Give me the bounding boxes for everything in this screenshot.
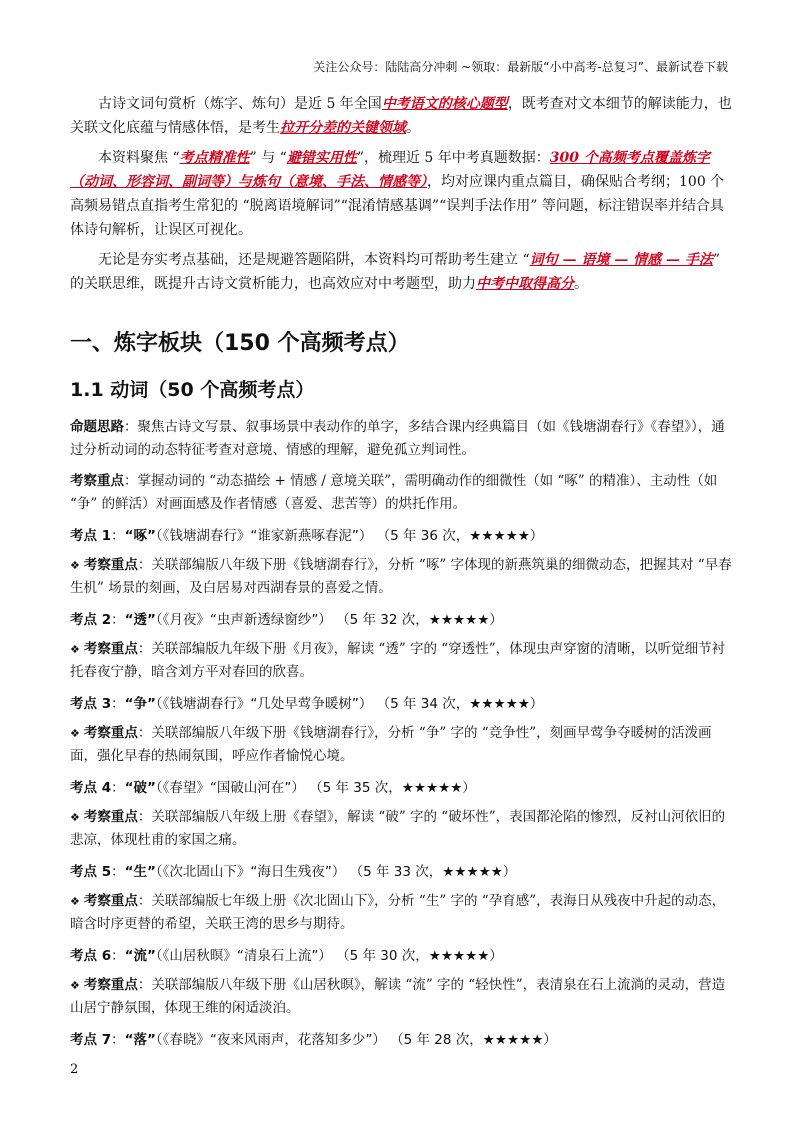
intro-text: ，既考查对文本细节的解读能力，也关联文化底蕴与情感体悟，是考生	[70, 96, 732, 136]
point-label: 考点 3	[70, 696, 112, 712]
point-detail-text: ：关联部编版七年级上册《次北固山下》，分析 “生” 字的 “孕育感”，表海日从残夜中升起的动态，暗含时序更替的希望，关联王湾的思乡与期待。	[70, 893, 726, 932]
diamond-bullet-icon: ❖	[70, 895, 80, 908]
point-stats: （5 年 35 次，★★★★★）	[309, 780, 476, 796]
intro-text: ” 的关联思维，既提升古诗文赏析能力，也高效应对中考题型，助力	[70, 252, 721, 292]
highlight-text: 拉开分差的关键领域	[280, 120, 406, 136]
point-detail-label: 考察重点	[83, 641, 138, 657]
point-detail	[70, 722, 732, 768]
diamond-bullet-icon: ❖	[70, 727, 80, 740]
intro-paragraph-3	[70, 248, 732, 296]
intro-paragraph-1	[70, 92, 732, 140]
point-detail	[70, 638, 732, 684]
highlight-text: 300 个高频考点覆盖炼字（动词、形容词、副词等）与炼句（意境、手法、情感等）	[70, 150, 710, 190]
point-detail-label: 考察重点	[83, 725, 138, 741]
point-char: “流”	[124, 948, 156, 964]
point-label: 考点 5	[70, 864, 112, 880]
point-detail-text: ：关联部编版八年级下册《山居秋暝》，解读 “流” 字的 “轻快性”，表清泉在石上流淌的灵动，营造山居宁静氛围，体现王维的闲适淡泊。	[70, 977, 726, 1016]
points-list	[70, 524, 732, 1052]
intro-text: 无论是夯实考点基础，还是规避答题陷阱，本资料均可帮助考生建立 “	[98, 252, 530, 268]
diamond-bullet-icon: ❖	[70, 643, 80, 656]
point-source: （《钱塘湖春行》“谁家新燕啄春泥”）	[155, 528, 373, 544]
point-char: “啄”	[124, 528, 156, 544]
intro-text: ”，梳理近 5 年中考真题数据：	[356, 150, 550, 166]
proposition-idea-label: 命题思路	[70, 419, 124, 435]
point-char: “生”	[124, 864, 156, 880]
point-label: 考点 1	[70, 528, 112, 544]
focus-points-label: 考察重点	[70, 473, 124, 489]
point-source: （《钱塘湖春行》“几处早莺争暖树”）	[155, 696, 373, 712]
point-detail	[70, 806, 732, 852]
point-char: “透”	[124, 612, 156, 628]
focus-points	[70, 470, 732, 516]
intro-text: 古诗文词句赏析（炼字、炼句）是近 5 年全国	[98, 96, 382, 112]
point-stats: （5 年 36 次，★★★★★）	[376, 528, 544, 544]
highlight-text: 中考中取得高分	[476, 276, 574, 292]
point-item	[70, 776, 732, 852]
point-title: 考点 4：“破”（《春望》“国破山河在”） （5 年 35 次，★★★★★）	[70, 780, 476, 796]
page-content	[70, 92, 732, 1058]
intro-text: 本资料聚焦 “	[98, 150, 180, 166]
point-stats: （5 年 32 次，★★★★★）	[336, 612, 503, 628]
point-char: “争”	[124, 696, 156, 712]
point-detail	[70, 974, 732, 1020]
proposition-idea	[70, 416, 732, 462]
point-source: （《月夜》“虫声新透绿窗纱”）	[155, 612, 332, 628]
point-source: （《山居秋暝》“清泉石上流”）	[155, 948, 332, 964]
intro-paragraph-2	[70, 146, 732, 242]
point-title: 考点 3：“争”（《钱塘湖春行》“几处早莺争暖树”） （5 年 34 次，★★★★★）	[70, 696, 544, 712]
point-detail	[70, 890, 732, 936]
point-char: “落”	[124, 1032, 156, 1048]
intro-text: ” 与 “	[249, 150, 287, 166]
point-detail-label: 考察重点	[83, 557, 138, 573]
point-title: 考点 2：“透”（《月夜》“虫声新透绿窗纱”） （5 年 32 次，★★★★★）	[70, 612, 503, 628]
intro-section	[70, 92, 732, 296]
point-stats: （5 年 28 次，★★★★★）	[390, 1032, 557, 1048]
diamond-bullet-icon: ❖	[70, 979, 80, 992]
intro-text: ，均对应课内重点篇目，确保贴合考纲；100 个高频易错点直指考生常犯的 “脱离语境解词”“混淆情感基调”“误判手法作用” 等问题，标注错误率并结合具体诗句解析，让误区可视化。	[70, 174, 725, 238]
point-title: 考点 1：“啄”（《钱塘湖春行》“谁家新燕啄春泥”） （5 年 36 次，★★★★★）	[70, 528, 544, 544]
point-stats: （5 年 30 次，★★★★★）	[336, 948, 503, 964]
point-detail-text: ：关联部编版八年级下册《钱塘湖春行》，分析 “争” 字的 “竞争性”，刻画早莺争夺暖树的活泼画面，强化早春的热闹氛围，呼应作者愉悦心境。	[70, 725, 712, 764]
point-title: 考点 6：“流”（《山居秋暝》“清泉石上流”） （5 年 30 次，★★★★★）	[70, 948, 503, 964]
point-stats: （5 年 34 次，★★★★★）	[376, 696, 544, 712]
highlight-text: 避错实用性	[286, 150, 357, 166]
point-source: （《春望》“国破山河在”）	[155, 780, 305, 796]
point-label: 考点 7	[70, 1032, 112, 1048]
point-stats: （5 年 33 次，★★★★★）	[349, 864, 517, 880]
intro-text: 。	[406, 120, 420, 136]
point-source: （《次北固山下》“海日生残夜”）	[155, 864, 346, 880]
point-item	[70, 608, 732, 684]
diamond-bullet-icon: ❖	[70, 559, 80, 572]
highlight-text: 考点精准性	[179, 150, 250, 166]
intro-text: 。	[574, 276, 588, 292]
page-number: 2	[70, 1062, 79, 1077]
point-label: 考点 2	[70, 612, 112, 628]
point-label: 考点 4	[70, 780, 112, 796]
point-item	[70, 944, 732, 1020]
subsection-heading: 1.1 动词（50 个高频考点）	[70, 379, 315, 401]
point-char: “破”	[124, 780, 156, 796]
focus-points-text: ：掌握动词的 “动态描绘 + 情感 / 意境关联”，需明确动作的细微性（如 “啄” 的精准）、主动性（如 “争” 的鲜活）对画面感及作者情感（喜爱、悲苦等）的烘托作用。	[70, 473, 718, 512]
point-title: 考点 7：“落”（《春晓》“夜来风雨声，花落知多少”） （5 年 28 次，★★★★★）	[70, 1032, 557, 1048]
point-title: 考点 5：“生”（《次北固山下》“海日生残夜”） （5 年 33 次，★★★★★）	[70, 864, 517, 880]
highlight-text: 中考语文的核心题型	[381, 96, 508, 112]
point-detail	[70, 554, 732, 600]
diamond-bullet-icon: ❖	[70, 811, 80, 824]
point-source: （《春晓》“夜来风雨声，花落知多少”）	[155, 1032, 386, 1048]
point-item	[70, 524, 732, 600]
point-item	[70, 1028, 732, 1052]
page-header: 关注公众号：陆陆高分冲刺 ~领取：最新版“小中高考-总复习”、最新试卷下载	[313, 60, 728, 74]
point-detail-text: ：关联部编版八年级下册《钱塘湖春行》，分析 “啄” 字体现的新燕筑巢的细微动态，把握其对 “早春生机” 场景的刻画，及白居易对西湖春景的喜爱之情。	[70, 557, 732, 596]
point-label: 考点 6	[70, 948, 112, 964]
point-detail-text: ：关联部编版九年级下册《月夜》，解读 “透” 字的 “穿透性”，体现虫声穿窗的清晰，以听觉细节衬托春夜宁静，暗含刘方平对春回的欣喜。	[70, 641, 726, 680]
proposition-idea-text: ：聚焦古诗文写景、叙事场景中表动作的单字，多结合课内经典篇目（如《钱塘湖春行》《春望》），通过分析动词的动态特征考查对意境、情感的理解，避免孤立判词性。	[70, 419, 725, 458]
point-detail-label: 考察重点	[83, 977, 138, 993]
highlight-text: 词句 — 语境 — 情感 — 手法	[529, 252, 713, 268]
point-detail-label: 考察重点	[83, 893, 138, 909]
section-heading: 一、炼字板块（150 个高频考点）	[70, 331, 410, 356]
point-detail-label: 考察重点	[83, 809, 138, 825]
point-detail-text: ：关联部编版八年级上册《春望》，解读 “破” 字的 “破坏性”，表国都沦陷的惨烈，反衬山河依旧的悲凉，体现杜甫的家国之痛。	[70, 809, 726, 848]
point-item	[70, 860, 732, 936]
point-item	[70, 692, 732, 768]
